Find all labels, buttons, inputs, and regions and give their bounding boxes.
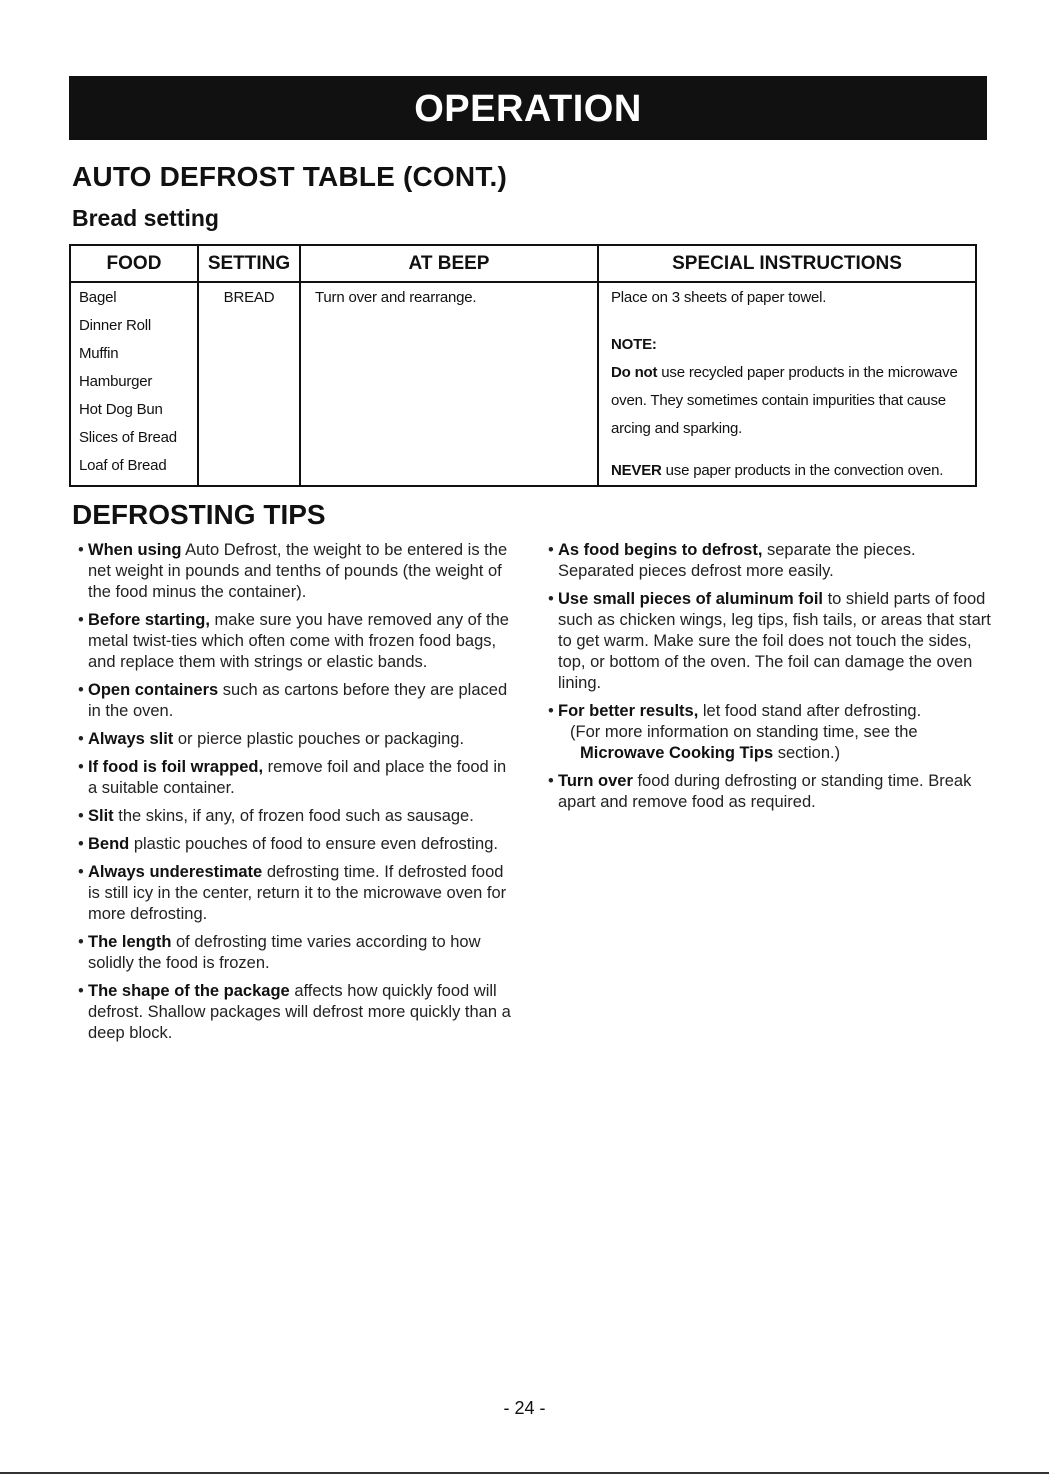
list-item — [78, 729, 518, 750]
bottom-divider — [0, 1472, 1049, 1474]
list-item — [78, 757, 518, 799]
tip-text: food during defrosting or standing time. Break apart and remove food as required. — [558, 772, 972, 811]
list-item: Slices of Bread — [79, 429, 177, 446]
tip-bold: Turn over — [558, 772, 633, 790]
tip-subnote-2 — [558, 743, 993, 764]
bullet-icon: • — [548, 541, 554, 559]
tip-bold: Slit — [88, 807, 114, 825]
table-row — [70, 282, 976, 486]
tip-text: Auto Defrost, the weight to be entered is the net weight in pounds and tenths of pounds (the weight of the food minus the container). — [88, 541, 508, 601]
header-food: FOOD — [70, 245, 198, 282]
bullet-icon: • — [78, 982, 84, 1000]
list-item: Muffin — [79, 345, 119, 362]
tips-list-right — [548, 540, 993, 820]
tip-text: plastic pouches of food to ensure even defrosting. — [129, 835, 498, 853]
tip-bold: When using — [88, 541, 182, 559]
bullet-icon: • — [78, 611, 84, 629]
tip-text: remove foil and place the food in a suitable container. — [88, 758, 507, 797]
setting-cell: BREAD — [198, 282, 300, 486]
tip-text: such as cartons before they are placed in the oven. — [88, 681, 508, 720]
tip-bold: If food is foil wrapped, — [88, 758, 264, 776]
bullet-icon: • — [78, 730, 84, 748]
bullet-icon: • — [78, 541, 84, 559]
food-cell — [70, 282, 198, 486]
list-item — [78, 540, 518, 603]
tip-bold: Open containers — [88, 681, 219, 699]
bullet-icon: • — [78, 758, 84, 776]
list-item — [548, 540, 993, 582]
tip-text: affects how quickly food will defrost. Shallow packages will defrost more quickly than a deep block. — [88, 982, 511, 1042]
table-header-row — [70, 245, 976, 282]
tips-list-left — [78, 540, 518, 1051]
list-item — [548, 701, 993, 764]
tip-text: to shield parts of food such as chicken wings, leg tips, fish tails, or areas that start to get warm. Make sure the foil does not touch the sides, top, or bottom of the oven. The foil can damage the oven lining. — [558, 590, 991, 692]
tip-text: separate the pieces. Separated pieces defrost more easily. — [558, 541, 916, 580]
tip-text: let food stand after defrosting. — [698, 702, 922, 720]
banner-title: OPERATION — [414, 88, 642, 130]
list-item — [78, 932, 518, 974]
note-label: NOTE: — [611, 336, 657, 353]
tip-bold: For better results, — [558, 702, 699, 720]
never-text — [611, 457, 967, 485]
never-label: NEVER — [611, 462, 662, 479]
list-item — [78, 834, 518, 855]
list-item — [548, 771, 993, 813]
never-rest: use paper products in the convection oven. — [661, 462, 944, 479]
subsection-title: Bread setting — [72, 205, 219, 231]
list-item — [548, 589, 993, 694]
list-item: Loaf of Bread — [79, 457, 167, 474]
food-list — [79, 284, 189, 480]
tip-sub-bold: Microwave Cooking Tips — [580, 744, 774, 762]
tip-text: of defrosting time varies according to how solidly the food is frozen. — [88, 933, 481, 972]
operation-banner — [69, 76, 987, 140]
bullet-icon: • — [548, 590, 554, 608]
do-not-text: use recycled paper products in the microwave oven. They sometimes contain impurities that cause arcing and sparking. — [611, 364, 958, 437]
list-item: Dinner Roll — [79, 317, 151, 334]
page-number: - 24 - — [503, 1398, 546, 1418]
tip-bold: The length — [88, 933, 172, 951]
tip-bold: Bend — [88, 835, 130, 853]
list-item: Bagel — [79, 289, 117, 306]
tip-text: defrosting time. If defrosted food is still icy in the center, return it to the microwave oven for more defrosting. — [88, 863, 507, 923]
tip-text: or pierce plastic pouches or packaging. — [173, 730, 465, 748]
instruction-line: Place on 3 sheets of paper towel. — [611, 289, 827, 306]
header-setting: SETTING — [198, 245, 300, 282]
note-text — [611, 359, 967, 443]
header-special-instructions: SPECIAL INSTRUCTIONS — [598, 245, 976, 282]
bullet-icon: • — [78, 807, 84, 825]
header-at-beep: AT BEEP — [300, 245, 598, 282]
bullet-icon: • — [548, 772, 554, 790]
bread-defrost-table — [69, 244, 977, 487]
bullet-icon: • — [548, 702, 554, 720]
tip-text: make sure you have removed any of the metal twist-ties which often come with frozen food bags, and replace them with strings or elastic bands. — [88, 611, 509, 671]
bullet-icon: • — [78, 835, 84, 853]
tip-sub-end: section.) — [773, 744, 841, 762]
do-not-label: Do not — [611, 364, 658, 381]
bullet-icon: • — [78, 863, 84, 881]
bullet-icon: • — [78, 681, 84, 699]
tips-title: DEFROSTING TIPS — [72, 499, 326, 530]
special-instructions-cell — [598, 282, 976, 486]
tip-bold: Always slit — [88, 730, 174, 748]
list-item — [78, 862, 518, 925]
tip-bold: The shape of the package — [88, 982, 290, 1000]
list-item — [78, 981, 518, 1044]
bullet-icon: • — [78, 933, 84, 951]
tip-text: the skins, if any, of frozen food such as sausage. — [113, 807, 474, 825]
tip-bold: Always underestimate — [88, 863, 263, 881]
tip-bold: As food begins to defrost, — [558, 541, 763, 559]
tip-bold: Before starting, — [88, 611, 210, 629]
section-title: AUTO DEFROST TABLE (CONT.) — [72, 161, 508, 192]
list-item: Hamburger — [79, 373, 153, 390]
tip-bold: Use small pieces of aluminum foil — [558, 590, 823, 608]
list-item: Hot Dog Bun — [79, 401, 163, 418]
at-beep-cell: Turn over and rearrange. — [300, 282, 598, 486]
list-item — [78, 610, 518, 673]
list-item — [78, 806, 518, 827]
tip-subnote: (For more information on standing time, see the — [570, 723, 918, 741]
list-item — [78, 680, 518, 722]
